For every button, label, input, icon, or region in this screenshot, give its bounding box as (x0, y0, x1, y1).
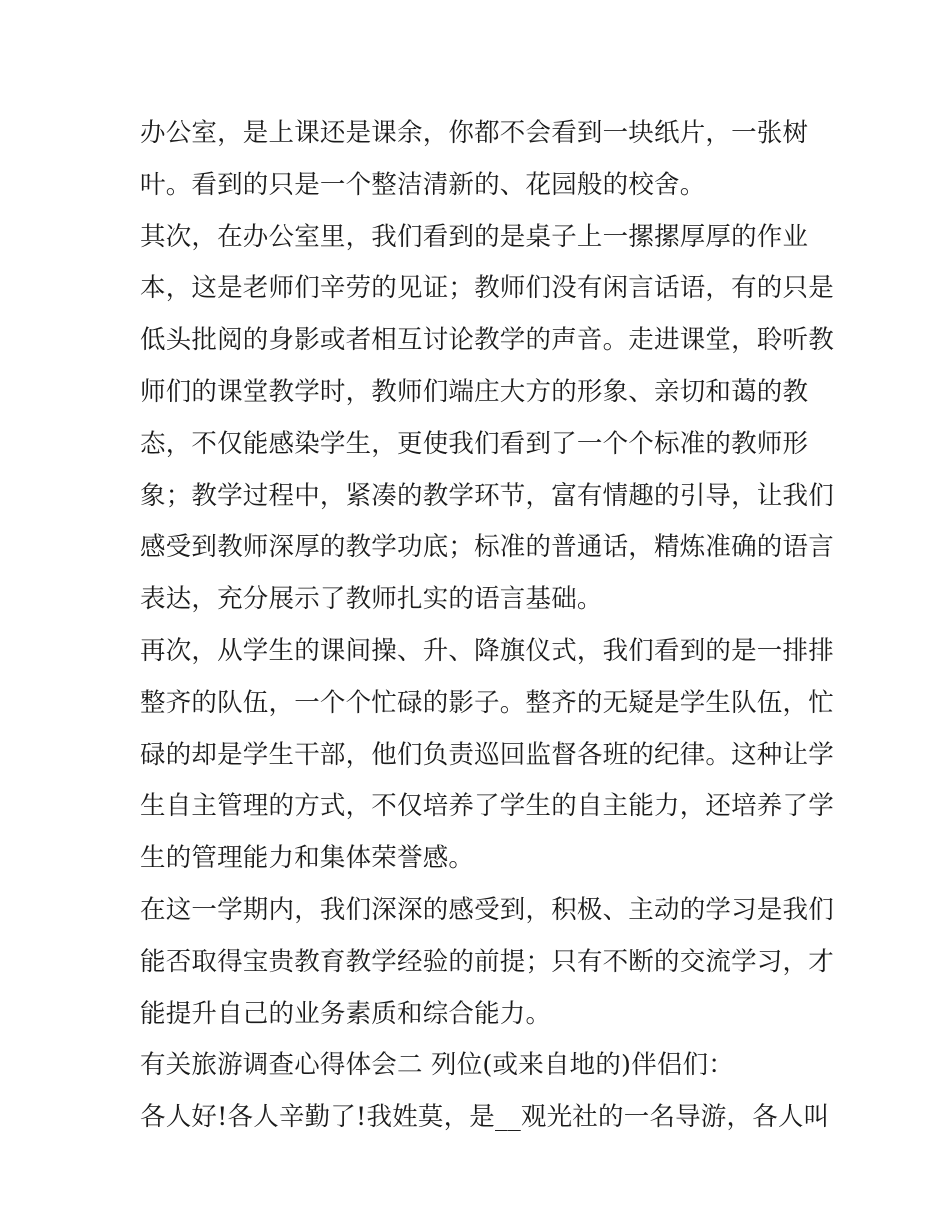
text-line: 能提升自己的业务素质和综合能力。 (140, 998, 552, 1029)
text-line: 能否取得宝贵教育教学经验的前提；只有不断的交流学习，才 (140, 946, 834, 977)
text-line: 感受到教师深厚的教学功底；标准的普通话，精炼准确的语言 (140, 532, 834, 563)
text-line: 师们的课堂教学时，教师们端庄大方的形象、亲切和蔼的教 (140, 376, 809, 407)
text-line: 表达，充分展示了教师扎实的语言基础。 (140, 584, 603, 615)
text-line: 碌的却是学生干部，他们负责巡回监督各班的纪律。这种让学 (140, 739, 834, 770)
text-line: 其次，在办公室里，我们看到的是桌子上一摞摞厚厚的作业 (140, 221, 809, 252)
text-line: 态，不仅能感染学生，更使我们看到了一个个标准的教师形 (140, 428, 809, 459)
document-body (140, 108, 834, 1144)
text-line: 象；教学过程中，紧凑的教学环节，富有情趣的引导，让我们 (140, 480, 834, 511)
text-line: 叶。看到的只是一个整洁清新的、花园般的校舍。 (140, 169, 706, 200)
text-line: 整齐的队伍，一个个忙碌的影子。整齐的无疑是学生队伍，忙 (140, 687, 834, 718)
text-line: 低头批阅的身影或者相互讨论教学的声音。走进课堂，聆听教 (140, 325, 834, 356)
text-line: 办公室，是上课还是课余，你都不会看到一块纸片，一张树 (140, 118, 809, 148)
text-line: 生自主管理的方式，不仅培养了学生的自主能力，还培养了学 (140, 791, 834, 822)
text-line: 再次，从学生的课间操、升、降旗仪式，我们看到的是一排排 (140, 635, 834, 666)
text-line: 在这一学期内，我们深深的感受到，积极、主动的学习是我们 (140, 894, 834, 925)
section-heading-line: 有关旅游调查心得体会二 列位(或来自地的)伴侣们： (140, 1050, 735, 1081)
text-line: 本，这是老师们辛劳的见证；教师们没有闲言话语，有的只是 (140, 273, 834, 304)
text-line: 各人好!各人辛勤了!我姓莫，是__观光社的一名导游，各人叫 (140, 1102, 830, 1133)
text-line: 生的管理能力和集体荣誉感。 (140, 843, 475, 874)
